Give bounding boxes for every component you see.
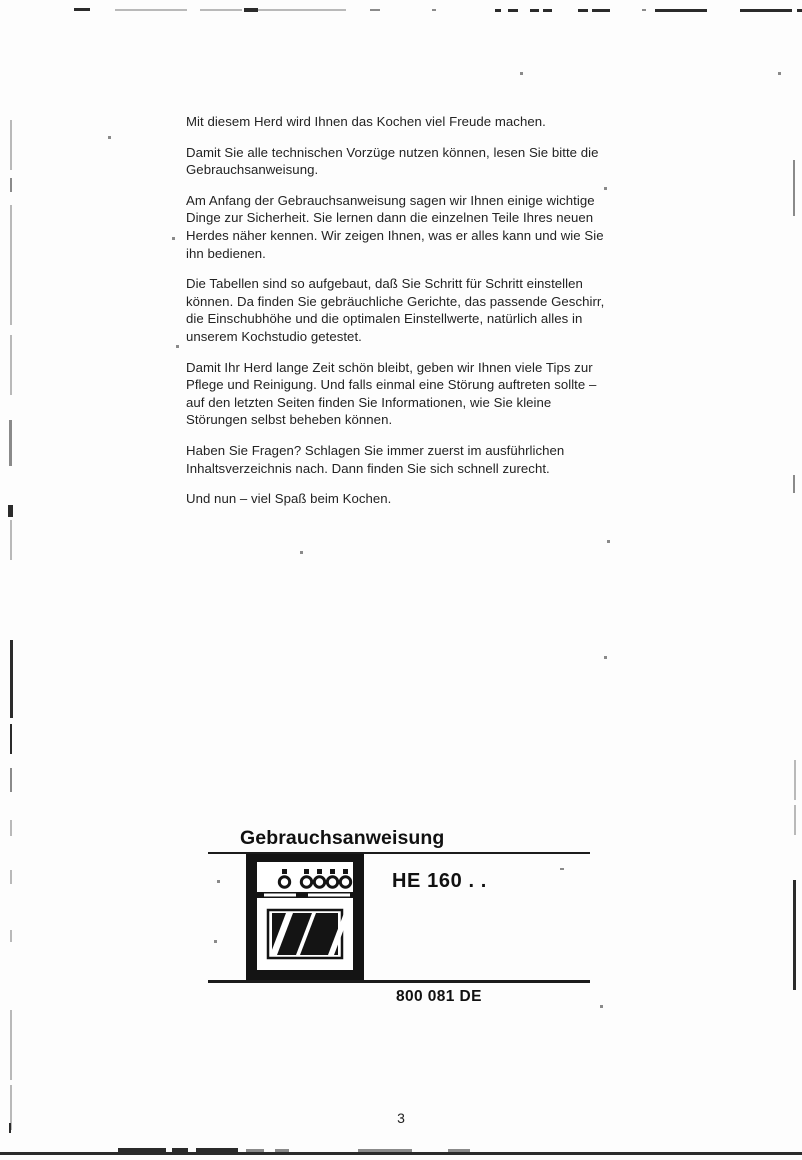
scan-artifact bbox=[448, 1149, 470, 1152]
scan-artifact bbox=[10, 820, 12, 836]
model-number: HE 160 . . bbox=[392, 870, 487, 893]
scan-artifact bbox=[10, 120, 12, 170]
paragraph: Mit diesem Herd wird Ihnen das Kochen viel Freude machen. bbox=[186, 114, 546, 129]
scan-artifact bbox=[358, 1149, 412, 1152]
body-text-column bbox=[186, 113, 606, 521]
scan-artifact bbox=[0, 1152, 802, 1155]
scan-artifact bbox=[793, 160, 795, 216]
scan-artifact bbox=[793, 475, 795, 493]
scan-artifact bbox=[244, 8, 258, 12]
scan-artifact bbox=[10, 520, 12, 560]
scan-artifact bbox=[115, 9, 187, 11]
scan-artifact bbox=[642, 9, 646, 11]
scan-artifact bbox=[200, 9, 242, 11]
scan-speck bbox=[600, 1005, 603, 1008]
scan-speck bbox=[300, 551, 303, 554]
scan-artifact bbox=[508, 9, 518, 12]
scan-artifact bbox=[118, 1148, 166, 1152]
scan-artifact bbox=[10, 205, 12, 325]
title-block bbox=[208, 826, 590, 1006]
scan-artifact bbox=[543, 9, 552, 12]
paragraph: Damit Sie alle technischen Vorzüge nutzen können, lesen Sie bitte die Gebrauchsanweisung. bbox=[186, 144, 599, 178]
scan-artifact bbox=[172, 1148, 188, 1152]
scan-artifact bbox=[495, 9, 501, 12]
oven-illustration bbox=[246, 854, 364, 980]
scan-speck bbox=[176, 345, 179, 348]
built-in-oven-icon bbox=[246, 854, 364, 980]
scan-artifact bbox=[74, 8, 90, 11]
scan-speck bbox=[604, 656, 607, 659]
scan-speck bbox=[778, 72, 781, 75]
scan-speck bbox=[172, 237, 175, 240]
scan-artifact bbox=[794, 760, 796, 800]
page-number: 3 bbox=[397, 1110, 405, 1126]
scan-artifact bbox=[530, 9, 539, 12]
scan-artifact bbox=[432, 9, 436, 11]
scan-artifact bbox=[246, 1149, 264, 1152]
paragraph: Die Tabellen sind so aufgebaut, daß Sie Schritt für Schritt einstellen können. Da finden Sie gebräuchliche Gerichte, das passende Geschirr, die Einschubhöhe und die optimalen Einstellwerte, natürlich alles in unserem Kochstudio getestet. bbox=[186, 276, 605, 344]
scan-artifact bbox=[10, 335, 12, 395]
scan-artifact bbox=[592, 9, 610, 12]
scan-artifact bbox=[578, 9, 588, 12]
paragraph: Am Anfang der Gebrauchsanweisung sagen wir Ihnen einige wichtige Dinge zur Sicherheit. Sie lernen dann die einzelnen Teile Ihres neuen Herdes näher kennen. Wir zeigen Ihnen, was er alles kann und wie Sie ihn bedienen. bbox=[186, 192, 604, 261]
scan-artifact bbox=[370, 9, 380, 11]
scan-artifact bbox=[10, 178, 12, 192]
scan-artifact bbox=[797, 9, 802, 12]
scan-artifact bbox=[10, 930, 12, 942]
title-body bbox=[208, 854, 590, 980]
scan-artifact bbox=[10, 724, 12, 754]
scan-speck bbox=[520, 72, 523, 75]
scan-artifact bbox=[258, 9, 346, 11]
scan-artifact bbox=[655, 9, 707, 12]
scan-artifact bbox=[10, 768, 12, 792]
scan-artifact bbox=[8, 505, 13, 517]
scan-artifact bbox=[793, 880, 796, 990]
scan-artifact bbox=[9, 420, 12, 466]
scan-speck bbox=[108, 136, 111, 139]
paragraph: Haben Sie Fragen? Schlagen Sie immer zuerst im ausführlichen Inhaltsverzeichnis nach. Dann finden Sie sich schnell zurecht. bbox=[186, 442, 565, 476]
scan-artifact bbox=[10, 640, 13, 718]
scan-speck bbox=[607, 540, 610, 543]
document-number: 800 081 DE bbox=[396, 987, 482, 1005]
paragraph: Damit Ihr Herd lange Zeit schön bleibt, geben wir Ihnen viele Tips zur Pflege und Reinigung. Und falls einmal eine Störung auftreten sollte – auf den letzten Seiten finden Sie Informationen, wie Sie kleine Störungen selbst beheben können. bbox=[186, 359, 597, 428]
manual-title: Gebrauchsanweisung bbox=[240, 827, 445, 849]
title-rule-bottom bbox=[208, 980, 590, 982]
scan-artifact bbox=[10, 1010, 12, 1080]
scan-artifact bbox=[10, 870, 12, 884]
scan-artifact bbox=[275, 1149, 289, 1152]
scan-artifact bbox=[196, 1148, 238, 1152]
paragraph-closing: Und nun – viel Spaß beim Kochen. bbox=[186, 491, 392, 507]
scan-artifact bbox=[740, 9, 792, 12]
scan-artifact bbox=[794, 805, 796, 835]
